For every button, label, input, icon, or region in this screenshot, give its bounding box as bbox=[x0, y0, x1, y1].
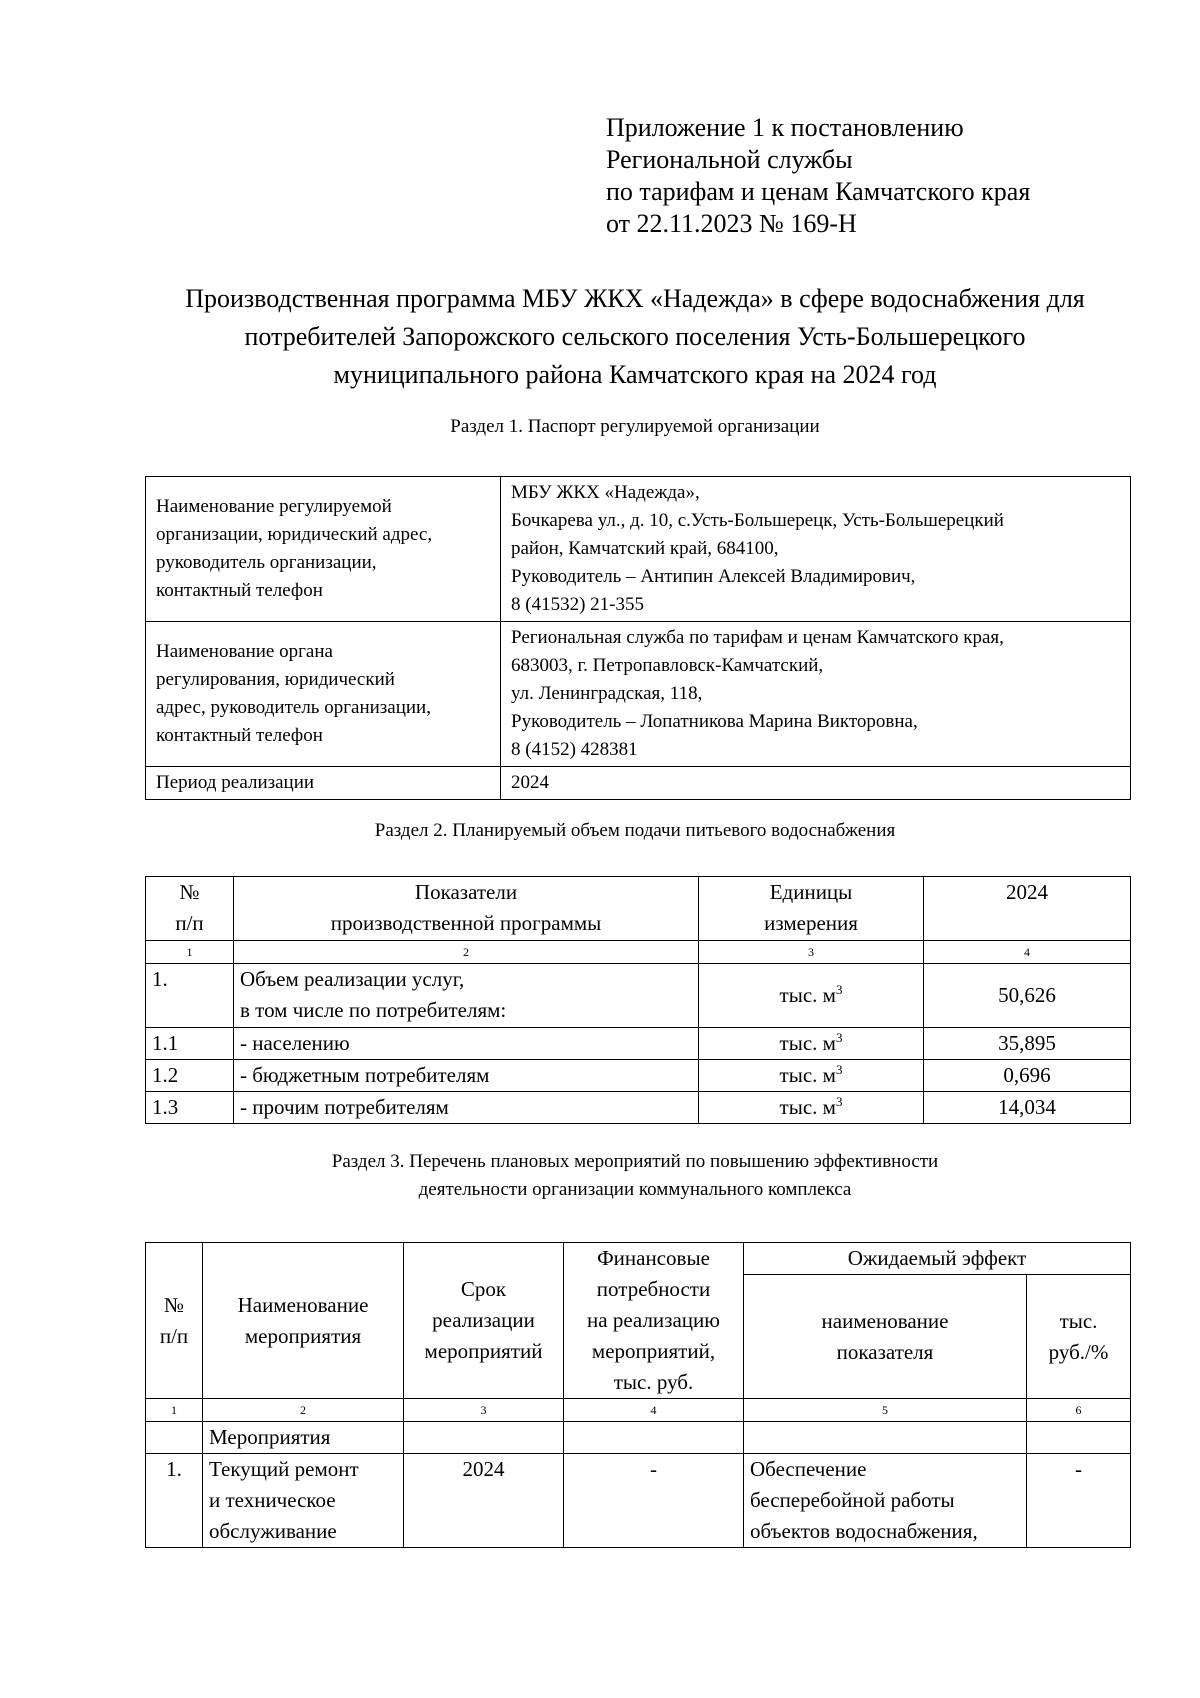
column-number: 5 bbox=[744, 1399, 1027, 1422]
passport-value: 2024 bbox=[501, 767, 1131, 800]
indicator-name: - населению bbox=[234, 1028, 699, 1060]
column-number-row bbox=[146, 1399, 1131, 1422]
table-row bbox=[146, 1422, 1131, 1454]
indicator-name: - бюджетным потребителям bbox=[234, 1060, 699, 1092]
volume-table bbox=[145, 876, 1131, 1124]
table-row bbox=[146, 1454, 1131, 1548]
table-row bbox=[146, 767, 1131, 800]
document-title bbox=[140, 280, 1130, 394]
row-number: 1. bbox=[146, 964, 234, 1028]
table-row bbox=[146, 477, 1131, 622]
column-number: 6 bbox=[1027, 1399, 1131, 1422]
column-header: Показатели производственной программы bbox=[234, 877, 699, 941]
value: 35,895 bbox=[924, 1028, 1131, 1060]
column-number: 4 bbox=[924, 941, 1131, 964]
table-row bbox=[146, 622, 1131, 767]
column-header: № п/п bbox=[146, 877, 234, 941]
row-number: 1.3 bbox=[146, 1092, 234, 1124]
appendix-line: от 22.11.2023 № 169-Н bbox=[606, 209, 857, 238]
column-number: 2 bbox=[234, 941, 699, 964]
table-row bbox=[146, 1028, 1131, 1060]
column-header: наименование показателя bbox=[744, 1275, 1027, 1399]
section2-title: Раздел 2. Планируемый объем подачи питьевого водоснабжения bbox=[374, 820, 896, 841]
column-header: Наименование мероприятия bbox=[203, 1243, 404, 1399]
appendix-line: Приложение 1 к постановлению bbox=[606, 113, 964, 142]
title-line: Производственная программа МБУ ЖКХ «Надежда» в сфере водоснабжения для bbox=[185, 284, 1085, 313]
row-number: 1.2 bbox=[146, 1060, 234, 1092]
measure-name: Текущий ремонт и техническое обслуживание bbox=[203, 1454, 404, 1548]
section3-title: Раздел 3. Перечень плановых мероприятий по повышению эффективности деятельности организации коммунального комплекса bbox=[331, 1151, 939, 1200]
column-number: 3 bbox=[404, 1399, 564, 1422]
table-row bbox=[146, 1060, 1131, 1092]
value: 0,696 bbox=[924, 1060, 1131, 1092]
section1-title: Раздел 1. Паспорт регулируемой организации bbox=[450, 416, 820, 437]
table-row bbox=[146, 1092, 1131, 1124]
unit: тыс. $м^3$ bbox=[699, 964, 924, 1028]
column-number: 4 bbox=[564, 1399, 744, 1422]
passport-value: Региональная служба по тарифам и ценам Камчатского края, 683003, г. Петропавловск-Камчатский, ул. Ленинградская, 118, Руководитель – Лопатникова Марина Викторовна, 8 (4152) 428381 bbox=[501, 622, 1131, 767]
table-row bbox=[146, 964, 1131, 1028]
appendix-block bbox=[606, 112, 1030, 240]
effect-value: - bbox=[1027, 1454, 1131, 1548]
column-header: 2024 bbox=[924, 877, 1131, 941]
measures-table bbox=[145, 1242, 1131, 1548]
passport-value: МБУ ЖКХ «Надежда», Бочкарева ул., д. 10, с.Усть-Большерецк, Усть-Большерецкий район, Камчатский край, 684100, Руководитель – Антипин Алексей Владимирович, 8 (41532) 21-355 bbox=[501, 477, 1131, 622]
passport-label: Наименование регулируемой организации, юридический адрес, руководитель организации, контактный телефон bbox=[146, 477, 501, 622]
effect-name: Обеспечение бесперебойной работы объектов водоснабжения, bbox=[744, 1454, 1027, 1548]
column-number: 2 bbox=[203, 1399, 404, 1422]
column-header: № п/п bbox=[146, 1243, 203, 1399]
column-number: 1 bbox=[146, 1399, 203, 1422]
column-header-effect: Ожидаемый эффект bbox=[744, 1243, 1131, 1275]
appendix-line: Региональной службы bbox=[606, 145, 853, 174]
indicator-name: - прочим потребителям bbox=[234, 1092, 699, 1124]
value: 50,626 bbox=[924, 964, 1131, 1028]
column-number: 3 bbox=[699, 941, 924, 964]
column-header: тыс. руб./% bbox=[1027, 1275, 1131, 1399]
unit: тыс. $м^3$ bbox=[699, 1092, 924, 1124]
table-header-row bbox=[146, 877, 1131, 941]
passport-label: Наименование органа регулирования, юридический адрес, руководитель организации, контактный телефон bbox=[146, 622, 501, 767]
unit: тыс. $м^3$ bbox=[699, 1028, 924, 1060]
passport-label: Период реализации bbox=[146, 767, 501, 800]
measure-finance: - bbox=[564, 1454, 744, 1548]
passport-table bbox=[145, 476, 1131, 800]
title-line: потребителей Запорожского сельского поселения Усть-Большерецкого bbox=[244, 322, 1026, 351]
unit: тыс. $м^3$ bbox=[699, 1060, 924, 1092]
column-number: 1 bbox=[146, 941, 234, 964]
column-header: Финансовые потребности на реализацию мероприятий, тыс. руб. bbox=[564, 1243, 744, 1399]
appendix-line: по тарифам и ценам Камчатского края bbox=[606, 177, 1031, 206]
table-header-row bbox=[146, 1243, 1131, 1275]
indicator-name: Объем реализации услуг, в том числе по потребителям: bbox=[234, 964, 699, 1028]
row-number: 1. bbox=[146, 1454, 203, 1548]
row-number: 1.1 bbox=[146, 1028, 234, 1060]
group-label: Мероприятия bbox=[203, 1422, 404, 1454]
value: 14,034 bbox=[924, 1092, 1131, 1124]
column-number-row bbox=[146, 941, 1131, 964]
column-header: Срок реализации мероприятий bbox=[404, 1243, 564, 1399]
measure-term: 2024 bbox=[404, 1454, 564, 1548]
column-header: Единицы измерения bbox=[699, 877, 924, 941]
title-line: муниципального района Камчатского края на 2024 год bbox=[333, 360, 937, 389]
